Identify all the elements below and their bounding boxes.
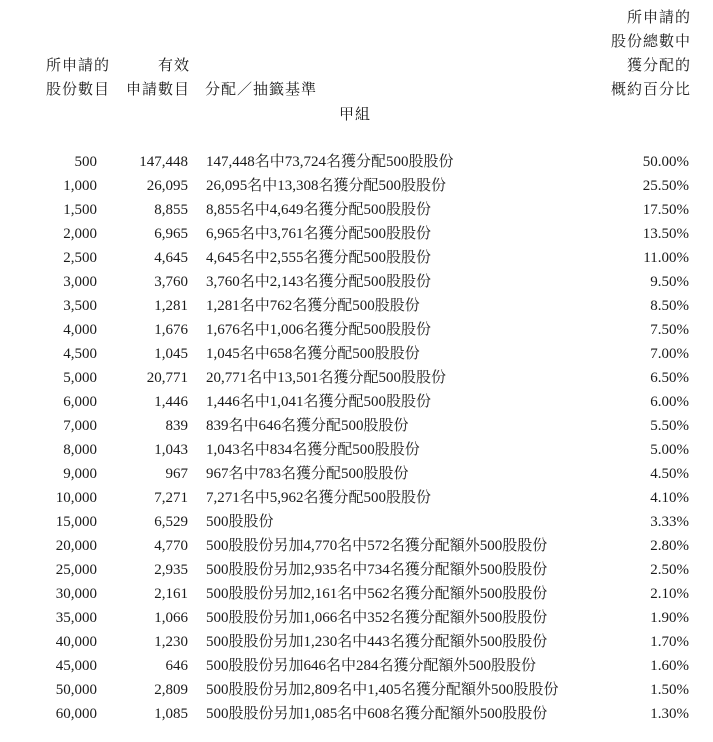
header-line: 所申請的 [626, 10, 691, 26]
basis-cell: 1,281名中762名獲分配500股股份 [206, 298, 420, 314]
header-line: 申請數目 [125, 82, 190, 98]
applications-cell: 6,529 [154, 514, 188, 530]
shares-cell: 7,000 [63, 418, 97, 434]
header-line: 有效 [157, 58, 190, 74]
percentage-cell: 4.10% [650, 490, 689, 506]
shares-cell: 25,000 [55, 562, 97, 578]
percentage-cell: 1.90% [650, 610, 689, 626]
applications-cell: 4,645 [154, 250, 188, 266]
applications-cell: 7,271 [154, 490, 188, 506]
basis-cell: 500股股份另加1,085名中608名獲分配額外500股股份 [206, 706, 548, 722]
applications-cell: 646 [165, 658, 188, 674]
basis-cell: 6,965名中3,761名獲分配500股股份 [206, 226, 432, 242]
basis-cell: 500股股份 [206, 514, 274, 530]
percentage-cell: 50.00% [642, 154, 689, 170]
basis-cell: 967名中783名獲分配500股股份 [206, 466, 409, 482]
header-basis: 分配／抽籤基準 [205, 82, 318, 98]
applications-cell: 1,281 [154, 298, 188, 314]
basis-cell: 500股股份另加2,809名中1,405名獲分配額外500股股份 [206, 682, 559, 698]
percentage-cell: 5.50% [650, 418, 689, 434]
allocation-table [0, 150, 713, 726]
header-line: 股份總數中 [610, 34, 691, 50]
shares-cell: 10,000 [55, 490, 97, 506]
percentage-cell: 6.00% [650, 394, 689, 410]
shares-cell: 5,000 [63, 370, 97, 386]
applications-cell: 4,770 [154, 538, 188, 554]
applications-cell: 1,045 [154, 346, 188, 362]
shares-cell: 6,000 [63, 394, 97, 410]
applications-cell: 1,043 [154, 442, 188, 458]
basis-cell: 500股股份另加1,066名中352名獲分配額外500股股份 [206, 610, 548, 626]
percentage-cell: 25.50% [642, 178, 689, 194]
shares-cell: 4,000 [63, 322, 97, 338]
applications-cell: 2,935 [154, 562, 188, 578]
basis-cell: 500股股份另加2,161名中562名獲分配額外500股股份 [206, 586, 548, 602]
header-percentage [581, 6, 691, 102]
applications-cell: 6,965 [154, 226, 188, 242]
table-row [0, 270, 713, 294]
table-row [0, 630, 713, 654]
percentage-cell: 9.50% [650, 274, 689, 290]
shares-cell: 45,000 [55, 658, 97, 674]
basis-cell: 1,045名中658名獲分配500股股份 [206, 346, 420, 362]
applications-cell: 26,095 [146, 178, 188, 194]
applications-cell: 2,809 [154, 682, 188, 698]
table-row [0, 486, 713, 510]
table-row [0, 174, 713, 198]
applications-cell: 1,676 [154, 322, 188, 338]
percentage-cell: 1.60% [650, 658, 689, 674]
shares-cell: 35,000 [55, 610, 97, 626]
basis-cell: 20,771名中13,501名獲分配500股股份 [206, 370, 447, 386]
basis-cell: 7,271名中5,962名獲分配500股股份 [206, 490, 432, 506]
percentage-cell: 1.30% [650, 706, 689, 722]
percentage-cell: 11.00% [643, 250, 689, 266]
percentage-cell: 2.80% [650, 538, 689, 554]
table-row [0, 534, 713, 558]
basis-cell: 8,855名中4,649名獲分配500股股份 [206, 202, 432, 218]
applications-cell: 839 [165, 418, 188, 434]
group-label: 甲組 [338, 107, 371, 123]
percentage-cell: 1.50% [650, 682, 689, 698]
basis-cell: 1,676名中1,006名獲分配500股股份 [206, 322, 432, 338]
basis-cell: 839名中646名獲分配500股股份 [206, 418, 409, 434]
shares-cell: 4,500 [63, 346, 97, 362]
basis-cell: 500股股份另加4,770名中572名獲分配額外500股股份 [206, 538, 548, 554]
table-row [0, 414, 713, 438]
table-row [0, 294, 713, 318]
percentage-cell: 1.70% [650, 634, 689, 650]
percentage-cell: 3.33% [650, 514, 689, 530]
shares-cell: 1,500 [63, 202, 97, 218]
table-row [0, 462, 713, 486]
applications-cell: 20,771 [146, 370, 188, 386]
table-row [0, 366, 713, 390]
percentage-cell: 13.50% [642, 226, 689, 242]
shares-cell: 50,000 [55, 682, 97, 698]
shares-cell: 500 [74, 154, 97, 170]
percentage-cell: 5.00% [650, 442, 689, 458]
applications-cell: 1,230 [154, 634, 188, 650]
percentage-cell: 17.50% [642, 202, 689, 218]
percentage-cell: 7.50% [650, 322, 689, 338]
basis-cell: 147,448名中73,724名獲分配500股股份 [206, 154, 454, 170]
applications-cell: 1,446 [154, 394, 188, 410]
basis-cell: 1,446名中1,041名獲分配500股股份 [206, 394, 432, 410]
applications-cell: 1,085 [154, 706, 188, 722]
table-row [0, 558, 713, 582]
shares-cell: 2,000 [63, 226, 97, 242]
percentage-cell: 2.10% [650, 586, 689, 602]
percentage-cell: 6.50% [650, 370, 689, 386]
table-row [0, 702, 713, 726]
basis-cell: 500股股份另加1,230名中443名獲分配額外500股股份 [206, 634, 548, 650]
basis-cell: 1,043名中834名獲分配500股股份 [206, 442, 420, 458]
table-row [0, 390, 713, 414]
table-row [0, 198, 713, 222]
shares-cell: 1,000 [63, 178, 97, 194]
basis-cell: 3,760名中2,143名獲分配500股股份 [206, 274, 432, 290]
applications-cell: 3,760 [154, 274, 188, 290]
shares-cell: 9,000 [63, 466, 97, 482]
percentage-cell: 4.50% [650, 466, 689, 482]
shares-cell: 8,000 [63, 442, 97, 458]
table-row [0, 150, 713, 174]
header-line: 概約百分比 [610, 82, 691, 98]
applications-cell: 8,855 [154, 202, 188, 218]
basis-cell: 26,095名中13,308名獲分配500股股份 [206, 178, 447, 194]
percentage-cell: 7.00% [650, 346, 689, 362]
basis-cell: 4,645名中2,555名獲分配500股股份 [206, 250, 432, 266]
table-row [0, 654, 713, 678]
table-row [0, 606, 713, 630]
shares-cell: 3,500 [63, 298, 97, 314]
percentage-cell: 2.50% [650, 562, 689, 578]
header-line: 獲分配的 [626, 58, 691, 74]
shares-cell: 2,500 [63, 250, 97, 266]
table-row [0, 342, 713, 366]
table-row [0, 582, 713, 606]
shares-cell: 30,000 [55, 586, 97, 602]
table-row [0, 246, 713, 270]
table-row [0, 678, 713, 702]
table-row [0, 318, 713, 342]
shares-cell: 15,000 [55, 514, 97, 530]
header-line: 所申請的 [45, 58, 110, 74]
applications-cell: 2,161 [154, 586, 188, 602]
header-shares-applied [30, 54, 110, 102]
basis-cell: 500股股份另加646名中284名獲分配額外500股股份 [206, 658, 537, 674]
shares-cell: 3,000 [63, 274, 97, 290]
table-row [0, 438, 713, 462]
shares-cell: 60,000 [55, 706, 97, 722]
table-row [0, 222, 713, 246]
shares-cell: 20,000 [55, 538, 97, 554]
applications-cell: 147,448 [139, 154, 188, 170]
applications-cell: 967 [165, 466, 188, 482]
header-valid-applications [118, 54, 190, 102]
shares-cell: 40,000 [55, 634, 97, 650]
basis-cell: 500股股份另加2,935名中734名獲分配額外500股股份 [206, 562, 548, 578]
applications-cell: 1,066 [154, 610, 188, 626]
table-row [0, 510, 713, 534]
header-line: 股份數目 [45, 82, 110, 98]
percentage-cell: 8.50% [650, 298, 689, 314]
